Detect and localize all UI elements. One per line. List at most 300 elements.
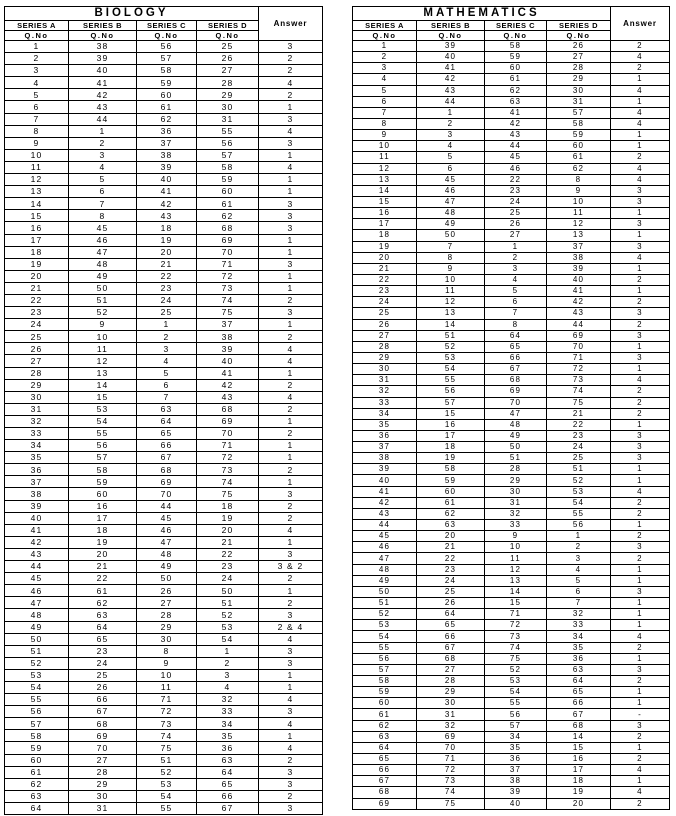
series-a-cell: 12 (353, 163, 417, 174)
answer-cell: 1 (259, 440, 323, 452)
series-d-cell: 50 (197, 585, 259, 597)
series-b-cell: 19 (69, 536, 137, 548)
series-c-cell: 41 (137, 186, 197, 198)
series-c-cell: 9 (485, 531, 547, 542)
series-d-cell: 4 (197, 681, 259, 693)
table-row (5, 548, 323, 560)
series-b-cell: 65 (69, 633, 137, 645)
series-a-cell: 37 (5, 476, 69, 488)
answer-cell: 4 (611, 52, 670, 63)
series-c-cell: 71 (137, 694, 197, 706)
series-d-cell: 13 (547, 230, 611, 241)
table-row (5, 41, 323, 53)
series-d-cell: 74 (547, 386, 611, 397)
table-row (353, 642, 670, 653)
series-d-cell: 9 (547, 185, 611, 196)
answer-cell: 2 (611, 754, 670, 765)
answer-cell: 1 (611, 609, 670, 620)
series-c-cell: 35 (485, 742, 547, 753)
series-a-cell: 10 (5, 149, 69, 161)
table-row (353, 375, 670, 386)
answer-cell: 1 (259, 234, 323, 246)
answer-cell: 1 (611, 653, 670, 664)
series-c-cell: 68 (485, 375, 547, 386)
series-a-cell: 36 (5, 464, 69, 476)
series-c-cell: 30 (485, 486, 547, 497)
series-d-cell: 40 (197, 355, 259, 367)
table-row (5, 343, 323, 355)
answer-cell: 1 (259, 186, 323, 198)
series-d-cell: 27 (197, 65, 259, 77)
series-c-cell: 23 (137, 282, 197, 294)
table-row (353, 776, 670, 787)
table-row (5, 415, 323, 427)
series-c-cell: 52 (137, 766, 197, 778)
series-d-cell: 30 (547, 85, 611, 96)
answer-cell: 3 (259, 778, 323, 790)
answer-cell: 1 (611, 419, 670, 430)
answer-cell: 4 (611, 375, 670, 386)
series-b-cell: 8 (69, 210, 137, 222)
series-d-cell: 27 (547, 52, 611, 63)
series-c-cell: 40 (137, 174, 197, 186)
series-c-cell: 20 (137, 246, 197, 258)
series-c-cell: 62 (137, 113, 197, 125)
series-d-cell: 70 (197, 428, 259, 440)
series-c-cell: 46 (485, 163, 547, 174)
answer-cell: 3 (259, 137, 323, 149)
series-a-cell: 50 (5, 633, 69, 645)
series-d-cell: 12 (547, 219, 611, 230)
series-c-cell: 45 (485, 152, 547, 163)
series-d-cell: 28 (547, 63, 611, 74)
series-a-cell: 19 (353, 241, 417, 252)
series-d-cell: 69 (547, 330, 611, 341)
series-d-cell: 67 (547, 709, 611, 720)
table-row (5, 125, 323, 137)
series-c-cell: 5 (485, 286, 547, 297)
table-body (353, 41, 670, 810)
answer-cell: 1 (259, 681, 323, 693)
series-c-cell: 51 (485, 453, 547, 464)
series-c-cell: 69 (137, 476, 197, 488)
series-c-cell: 40 (485, 798, 547, 809)
table-row (5, 778, 323, 790)
series-a-cell: 2 (5, 53, 69, 65)
table-row (353, 564, 670, 575)
answer-cell: 1 (259, 149, 323, 161)
table-row (5, 258, 323, 270)
series-d-cell: 56 (547, 520, 611, 531)
series-b-cell: 39 (69, 53, 137, 65)
answer-cell: 2 (259, 65, 323, 77)
series-d-cell: 54 (547, 497, 611, 508)
series-c-cell: 29 (137, 621, 197, 633)
table-row (5, 633, 323, 645)
series-a-cell: 54 (5, 681, 69, 693)
table-row (5, 802, 323, 814)
table-row (353, 130, 670, 141)
table-row (353, 274, 670, 285)
series-c-cell: 64 (485, 330, 547, 341)
answer-cell: 1 (259, 101, 323, 113)
series-a-cell: 35 (5, 452, 69, 464)
series-d-cell: 55 (197, 125, 259, 137)
series-c-cell: 60 (485, 63, 547, 74)
series-d-cell: 41 (197, 367, 259, 379)
series-d-cell: 14 (547, 731, 611, 742)
series-c-cell: 49 (137, 561, 197, 573)
series-b-cell: 54 (417, 364, 485, 375)
series-b-cell: 18 (69, 524, 137, 536)
series-d-cell: 2 (197, 657, 259, 669)
series-b-cell: 29 (69, 778, 137, 790)
answer-cell: 2 (259, 403, 323, 415)
table-row (353, 352, 670, 363)
mathematics-table (352, 6, 670, 810)
series-b-cell: 50 (69, 282, 137, 294)
table-row (353, 230, 670, 241)
series-c-cell: 71 (485, 609, 547, 620)
series-d-cell: 60 (197, 186, 259, 198)
series-a-cell: 45 (353, 531, 417, 542)
series-b-cell: 47 (69, 246, 137, 258)
answer-cell: 3 (259, 609, 323, 621)
answer-cell: 1 (611, 520, 670, 531)
answer-cell: 3 (611, 453, 670, 464)
series-c-cell: 60 (137, 89, 197, 101)
series-c-cell: 63 (137, 403, 197, 415)
series-c-cell: 72 (137, 706, 197, 718)
answer-cell: 3 (259, 210, 323, 222)
table-row (5, 367, 323, 379)
table-row (353, 620, 670, 631)
answer-cell: 4 (259, 391, 323, 403)
table-row (5, 379, 323, 391)
answer-cell: 1 (611, 564, 670, 575)
series-b-cell: 8 (417, 252, 485, 263)
series-d-cell: 1 (197, 645, 259, 657)
answer-cell: 1 (611, 130, 670, 141)
table-row (353, 553, 670, 564)
series-c-cell: 28 (485, 464, 547, 475)
series-a-cell: 21 (5, 282, 69, 294)
series-b-cell: 59 (69, 476, 137, 488)
series-a-cell: 15 (5, 210, 69, 222)
series-d-cell: 63 (197, 754, 259, 766)
answer-cell: 2 (611, 152, 670, 163)
table-row (5, 391, 323, 403)
series-d-cell: 63 (547, 664, 611, 675)
table-row (5, 210, 323, 222)
answer-cell: 3 (259, 706, 323, 718)
series-d-cell: 32 (197, 694, 259, 706)
series-b-cell: 46 (69, 234, 137, 246)
answer-cell: 3 (259, 222, 323, 234)
series-d-cell: 33 (197, 706, 259, 718)
series-b-cell: 45 (69, 222, 137, 234)
series-d-cell: 24 (547, 442, 611, 453)
series-a-cell: 58 (5, 730, 69, 742)
answer-cell: 1 (611, 475, 670, 486)
table-row (353, 118, 670, 129)
series-c-cell: 75 (485, 653, 547, 664)
table-row (5, 331, 323, 343)
series-a-cell: 59 (353, 687, 417, 698)
series-c-cell: 53 (137, 778, 197, 790)
series-c-cell: 62 (485, 85, 547, 96)
series-b-cell: 25 (417, 586, 485, 597)
table-row (353, 74, 670, 85)
series-d-cell: 35 (197, 730, 259, 742)
series-c-cell: 54 (137, 790, 197, 802)
series-a-cell: 22 (353, 274, 417, 285)
series-b-cell: 20 (69, 548, 137, 560)
answer-cell: 1 (259, 476, 323, 488)
series-a-cell: 8 (353, 118, 417, 129)
series-a-cell: 41 (5, 524, 69, 536)
answer-cell: 1 (611, 687, 670, 698)
series-c-cell: 3 (485, 263, 547, 274)
series-b-cell: 23 (417, 564, 485, 575)
series-c-cell: 24 (137, 294, 197, 306)
series-a-cell: 59 (5, 742, 69, 754)
table-row (353, 208, 670, 219)
series-d-cell: 18 (197, 500, 259, 512)
series-a-cell: 63 (5, 790, 69, 802)
series-c-cell: 72 (485, 620, 547, 631)
series-b-cell: 19 (417, 453, 485, 464)
answer-cell: 4 (611, 118, 670, 129)
answer-cell: 4 (259, 524, 323, 536)
answer-cell: 3 (259, 802, 323, 814)
answer-cell: 3 (611, 196, 670, 207)
series-c-cell: 59 (137, 77, 197, 89)
table-row (353, 664, 670, 675)
table-row (5, 561, 323, 573)
answer-cell: 2 (611, 731, 670, 742)
series-d-cell: 75 (197, 307, 259, 319)
answer-cell: 1 (611, 341, 670, 352)
series-a-cell: 10 (353, 141, 417, 152)
series-a-cell: 13 (5, 186, 69, 198)
table-row (5, 621, 323, 633)
table-row (353, 687, 670, 698)
table-row (353, 598, 670, 609)
series-d-cell: 23 (547, 430, 611, 441)
series-c-cell: 9 (137, 657, 197, 669)
series-a-cell: 9 (353, 130, 417, 141)
series-a-cell: 26 (5, 343, 69, 355)
series-c-cell: 45 (137, 512, 197, 524)
answer-cell: 2 (611, 63, 670, 74)
table-row (5, 234, 323, 246)
series-d-cell: 52 (197, 609, 259, 621)
series-d-cell: 38 (547, 252, 611, 263)
series-c-cell: 10 (485, 542, 547, 553)
answer-cell: 1 (259, 730, 323, 742)
series-b-cell: 75 (417, 798, 485, 809)
series-d-cell: 65 (197, 778, 259, 790)
table-row (5, 186, 323, 198)
answer-cell: 2 (611, 676, 670, 687)
series-d-cell: 53 (197, 621, 259, 633)
series-a-cell: 34 (5, 440, 69, 452)
series-b-cell: 62 (417, 508, 485, 519)
series-b-cell: 9 (69, 319, 137, 331)
series-d-cell: 74 (197, 294, 259, 306)
series-a-cell: 1 (5, 41, 69, 53)
series-a-cell: 19 (5, 258, 69, 270)
series-d-cell: 39 (197, 343, 259, 355)
series-c-cell: 49 (485, 430, 547, 441)
series-b-cell: 18 (417, 442, 485, 453)
series-d-cell: 21 (197, 536, 259, 548)
series-c-header: SERIES C (485, 21, 547, 31)
answer-cell: 3 (611, 219, 670, 230)
series-b-cell: 28 (417, 676, 485, 687)
series-b-cell: 62 (69, 597, 137, 609)
series-c-cell: 37 (485, 765, 547, 776)
table-row (353, 196, 670, 207)
series-d-cell: 66 (547, 698, 611, 709)
series-a-cell: 39 (353, 464, 417, 475)
series-a-cell: 43 (353, 508, 417, 519)
answer-cell: 4 (611, 85, 670, 96)
table-row (5, 113, 323, 125)
series-d-cell: 73 (197, 282, 259, 294)
series-c-cell: 73 (485, 631, 547, 642)
answer-cell: 3 (611, 542, 670, 553)
series-a-cell: 57 (5, 718, 69, 730)
answer-cell: 1 (611, 464, 670, 475)
series-b-cell: 24 (69, 657, 137, 669)
table-row (353, 252, 670, 263)
series-a-cell: 60 (353, 698, 417, 709)
series-b-cell: 27 (417, 664, 485, 675)
series-a-cell: 20 (5, 270, 69, 282)
series-d-cell: 7 (547, 598, 611, 609)
table-row (5, 319, 323, 331)
series-a-cell: 3 (5, 65, 69, 77)
table-row (353, 676, 670, 687)
series-b-cell: 52 (417, 341, 485, 352)
series-d-cell: 39 (547, 263, 611, 274)
answer-cell: 4 (259, 633, 323, 645)
series-c-cell: 64 (137, 415, 197, 427)
series-d-cell: 67 (197, 802, 259, 814)
table-row (353, 575, 670, 586)
answer-cell: 1 (259, 669, 323, 681)
series-c-cell: 24 (485, 196, 547, 207)
series-b-cell: 6 (417, 163, 485, 174)
answer-cell: 4 (611, 631, 670, 642)
series-b-cell: 14 (69, 379, 137, 391)
series-b-cell: 21 (69, 561, 137, 573)
series-a-header: SERIES A (353, 21, 417, 31)
series-c-cell: 73 (137, 718, 197, 730)
series-a-cell: 1 (353, 41, 417, 52)
table-row (5, 294, 323, 306)
table-row (353, 52, 670, 63)
table-row (353, 341, 670, 352)
answer-cell: 3 (611, 442, 670, 453)
series-a-cell: 33 (5, 428, 69, 440)
table-row (5, 524, 323, 536)
series-a-cell: 7 (5, 113, 69, 125)
table-row (353, 653, 670, 664)
series-a-cell: 11 (5, 161, 69, 173)
series-a-cell: 11 (353, 152, 417, 163)
series-c-cell: 25 (137, 307, 197, 319)
series-d-cell: 73 (197, 464, 259, 476)
series-d-cell: 43 (547, 308, 611, 319)
series-c-cell: 22 (137, 270, 197, 282)
answer-cell: 3 (259, 41, 323, 53)
table-row (353, 709, 670, 720)
answer-cell: 4 (611, 787, 670, 798)
series-c-cell: 46 (137, 524, 197, 536)
table-row (5, 681, 323, 693)
table-row (5, 657, 323, 669)
series-d-cell: 66 (197, 790, 259, 802)
series-c-cell: 44 (485, 141, 547, 152)
answer-cell: 2 (611, 798, 670, 809)
answer-cell: 2 (611, 297, 670, 308)
table-row (5, 766, 323, 778)
table-row (5, 137, 323, 149)
series-a-cell: 45 (5, 573, 69, 585)
table-row (353, 453, 670, 464)
series-c-cell: 50 (137, 573, 197, 585)
series-d-cell: 3 (197, 669, 259, 681)
answer-cell: 3 & 2 (259, 561, 323, 573)
series-b-cell: 3 (69, 149, 137, 161)
series-c-cell: 4 (485, 274, 547, 285)
series-c-cell: 36 (485, 754, 547, 765)
series-c-cell: 31 (485, 497, 547, 508)
answer-cell: 1 (259, 246, 323, 258)
series-a-cell: 37 (353, 442, 417, 453)
table-row (353, 419, 670, 430)
series-c-cell: 43 (485, 130, 547, 141)
answer-cell: 1 (611, 364, 670, 375)
series-c-cell: 18 (137, 222, 197, 234)
answer-cell: 2 (611, 274, 670, 285)
series-d-cell: 74 (197, 476, 259, 488)
answer-cell: 4 (259, 161, 323, 173)
series-a-cell: 25 (5, 331, 69, 343)
table-row (353, 219, 670, 230)
series-b-cell: 13 (417, 308, 485, 319)
series-c-cell: 7 (137, 391, 197, 403)
series-a-cell: 62 (5, 778, 69, 790)
series-a-cell: 17 (5, 234, 69, 246)
answer-cell: 3 (611, 241, 670, 252)
series-b-cell: 25 (69, 669, 137, 681)
series-d-cell: 71 (197, 258, 259, 270)
table-row (5, 452, 323, 464)
series-b-cell: 22 (417, 553, 485, 564)
series-c-cell: 10 (137, 669, 197, 681)
series-d-cell: 29 (547, 74, 611, 85)
answer-cell: 1 (611, 286, 670, 297)
series-d-cell: 72 (547, 364, 611, 375)
series-a-cell: 4 (353, 74, 417, 85)
series-b-cell: 67 (417, 642, 485, 653)
series-c-cell: 42 (485, 118, 547, 129)
series-a-cell: 3 (353, 63, 417, 74)
